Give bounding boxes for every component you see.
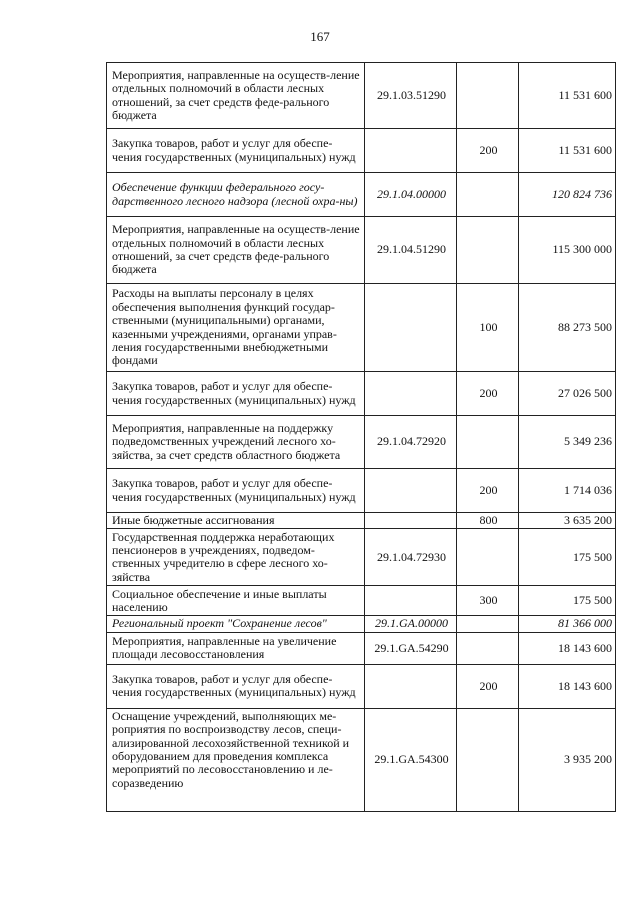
row-code-cell: 29.1.04.51290 [365, 217, 457, 284]
row-name-cell: Социальное обеспечение и иные выплаты населению [107, 586, 365, 616]
row-expense-type-cell: 200 [457, 664, 519, 708]
table-row [107, 664, 616, 708]
row-code-cell: 29.1.04.72930 [365, 529, 457, 586]
row-name-cell: Расходы на выплаты персоналу в целях обеспечения выполнения функций государ-ственными (муниципальными) органами, казенными учреждениями, органами управ-ления государственными внебюджетными фондами [107, 284, 365, 372]
table-row [107, 529, 616, 586]
row-sum-cell: 115 300 000 [519, 217, 616, 284]
row-expense-type-cell: 100 [457, 284, 519, 372]
row-expense-type-cell [457, 63, 519, 129]
row-code-cell [365, 469, 457, 513]
row-name-cell: Закупка товаров, работ и услуг для обеспе-чения государственных (муниципальных) нужд [107, 372, 365, 416]
row-code-cell: 29.1.04.72920 [365, 416, 457, 469]
row-sum-cell: 11 531 600 [519, 129, 616, 173]
row-code-cell [365, 284, 457, 372]
row-name-cell: Государственная поддержка неработающих пенсионеров в учреждениях, подведом-ственных учредителю в сфере лесного хо-зяйства [107, 529, 365, 586]
row-expense-type-cell [457, 217, 519, 284]
row-code-cell [365, 664, 457, 708]
table-row [107, 284, 616, 372]
row-sum-cell: 27 026 500 [519, 372, 616, 416]
budget-table [106, 62, 616, 812]
table-row [107, 63, 616, 129]
row-code-cell [365, 129, 457, 173]
row-sum-cell: 3 935 200 [519, 708, 616, 811]
row-name-cell: Закупка товаров, работ и услуг для обеспе-чения государственных (муниципальных) нужд [107, 469, 365, 513]
row-name-cell: Закупка товаров, работ и услуг для обеспе-чения государственных (муниципальных) нужд [107, 664, 365, 708]
row-expense-type-cell [457, 632, 519, 664]
row-sum-cell: 120 824 736 [519, 173, 616, 217]
row-expense-type-cell: 200 [457, 469, 519, 513]
row-expense-type-cell [457, 416, 519, 469]
row-sum-cell: 3 635 200 [519, 513, 616, 529]
row-sum-cell: 175 500 [519, 586, 616, 616]
budget-table-body [107, 63, 616, 812]
table-row [107, 513, 616, 529]
row-expense-type-cell: 200 [457, 372, 519, 416]
row-name-cell: Мероприятия, направленные на осуществ-ление отдельных полномочий в области лесных отношений, за счет средств феде-рального бюджета [107, 63, 365, 129]
row-code-cell [365, 513, 457, 529]
row-sum-cell: 18 143 600 [519, 632, 616, 664]
row-name-cell: Оснащение учреждений, выполняющих ме-роприятия по воспроизводству лесов, специ-ализированной лесохозяйственной техникой и оборудованием для проведения комплекса мероприятий по лесовосстановлению и ле-соразведению [107, 708, 365, 811]
row-expense-type-cell [457, 708, 519, 811]
table-row [107, 416, 616, 469]
row-code-cell: 29.1.GA.54300 [365, 708, 457, 811]
row-name-cell: Мероприятия, направленные на осуществ-ление отдельных полномочий в области лесных отношений, за счет средств феде-рального бюджета [107, 217, 365, 284]
row-sum-cell: 1 714 036 [519, 469, 616, 513]
row-code-cell: 29.1.GA.00000 [365, 616, 457, 632]
row-sum-cell: 11 531 600 [519, 63, 616, 129]
table-row [107, 708, 616, 811]
row-name-cell: Мероприятия, направленные на поддержку подведомственных учреждений лесного хо-зяйства, за счет средств областного бюджета [107, 416, 365, 469]
table-row [107, 173, 616, 217]
row-sum-cell: 81 366 000 [519, 616, 616, 632]
row-expense-type-cell [457, 616, 519, 632]
row-expense-type-cell: 200 [457, 129, 519, 173]
table-row [107, 129, 616, 173]
page-number: 167 [310, 29, 330, 44]
row-code-cell [365, 586, 457, 616]
row-sum-cell: 18 143 600 [519, 664, 616, 708]
row-code-cell: 29.1.03.51290 [365, 63, 457, 129]
row-name-cell: Иные бюджетные ассигнования [107, 513, 365, 529]
row-name-cell: Мероприятия, направленные на увеличение площади лесовосстановления [107, 632, 365, 664]
row-expense-type-cell [457, 529, 519, 586]
table-row [107, 586, 616, 616]
row-code-cell [365, 372, 457, 416]
row-expense-type-cell: 300 [457, 586, 519, 616]
row-sum-cell: 88 273 500 [519, 284, 616, 372]
table-row [107, 616, 616, 632]
row-sum-cell: 175 500 [519, 529, 616, 586]
row-code-cell: 29.1.GA.54290 [365, 632, 457, 664]
table-row [107, 469, 616, 513]
row-code-cell: 29.1.04.00000 [365, 173, 457, 217]
row-name-cell: Закупка товаров, работ и услуг для обеспе-чения государственных (муниципальных) нужд [107, 129, 365, 173]
row-name-cell: Обеспечение функции федерального госу-дарственного лесного надзора (лесной охра-ны) [107, 173, 365, 217]
row-sum-cell: 5 349 236 [519, 416, 616, 469]
row-expense-type-cell [457, 173, 519, 217]
row-name-cell: Региональный проект "Сохранение лесов" [107, 616, 365, 632]
table-row [107, 632, 616, 664]
row-expense-type-cell: 800 [457, 513, 519, 529]
table-row [107, 372, 616, 416]
table-row [107, 217, 616, 284]
